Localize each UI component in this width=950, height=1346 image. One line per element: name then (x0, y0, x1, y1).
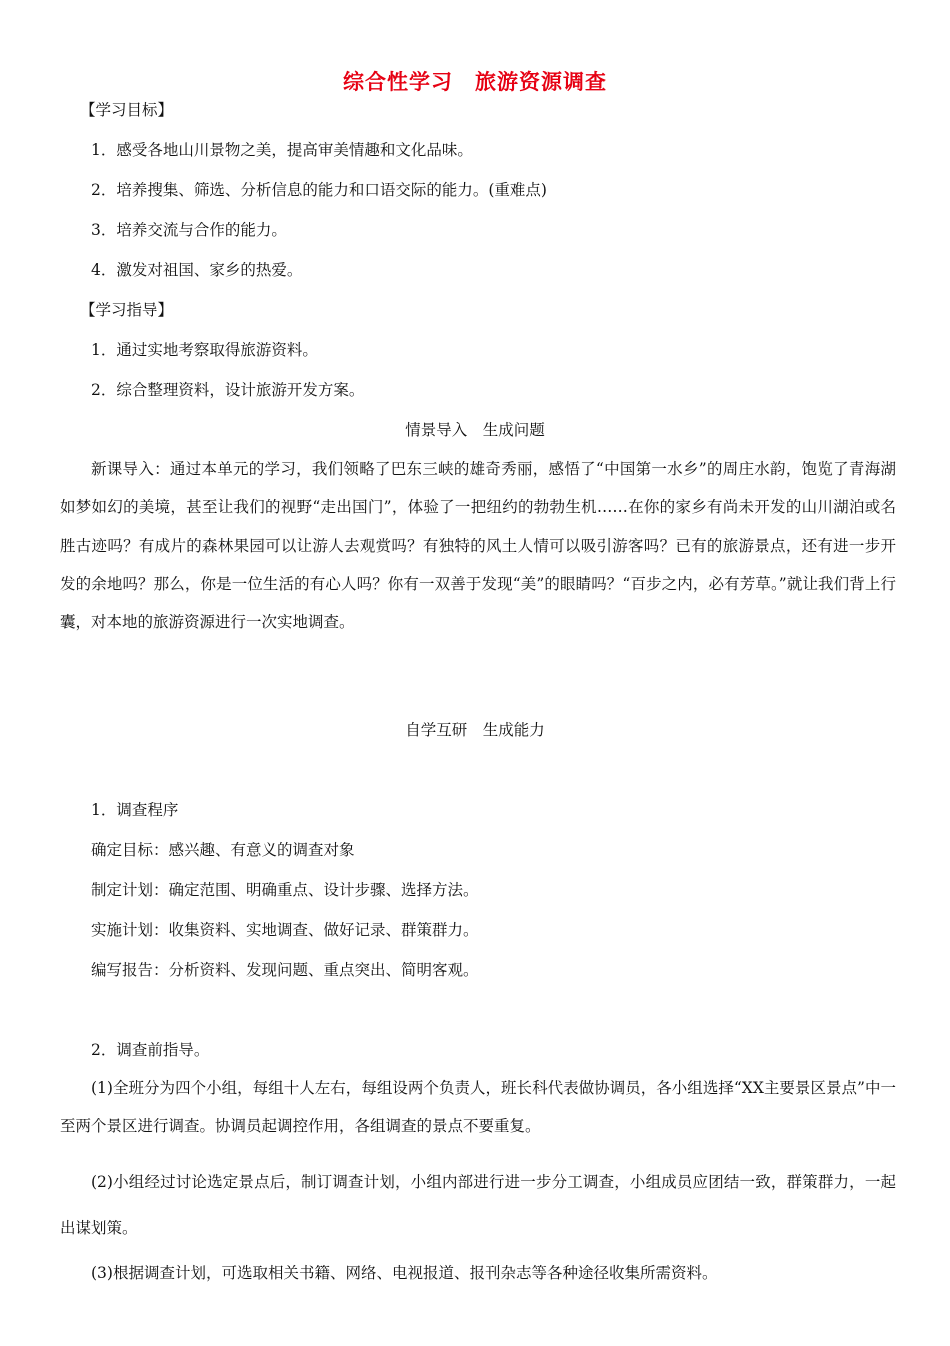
section-heading-intro: 情景导入 生成问题 (405, 421, 545, 439)
pre-guide-item: (2)小组经过讨论选定景点后，制订调查计划，小组内部进行进一步分工调查，小组成员应团结一致，群策群力，一起出谋划策。 (60, 1173, 896, 1237)
goal-item: 4．激发对祖国、家乡的热爱。 (91, 261, 303, 279)
guide-heading: 【学习指导】 (80, 301, 174, 319)
goal-item: 2．培养搜集、筛选、分析信息的能力和口语交际的能力。(重难点) (91, 181, 547, 199)
pre-guide-item: (1)全班分为四个小组，每组十人左右，每组设两个负责人，班长科代表做协调员，各小组选择“XX主要景区景点”中一至两个景区进行调查。协调员起调控作用，各组调查的景点不要重复。 (60, 1079, 896, 1136)
pre-guide-item: (3)根据调查计划，可选取相关书籍、网络、电视报道、报刊杂志等各种途径收集所需资料。 (91, 1264, 718, 1282)
page-title: 综合性学习 旅游资源调查 (343, 70, 607, 94)
guide-item: 2．综合整理资料，设计旅游开发方案。 (91, 381, 365, 399)
guide-item: 1．通过实地考察取得旅游资料。 (91, 341, 318, 359)
section-heading-self-study: 自学互研 生成能力 (405, 721, 545, 739)
intro-paragraph: 新课导入：通过本单元的学习，我们领略了巴东三峡的雄奇秀丽，感悟了“中国第一水乡”的周庄水韵，饱览了青海湖如梦如幻的美境，甚至让我们的视野“走出国门”，体验了一把纽约的勃勃生机……在你的家乡有尚未开发的山川湖泊或名胜古迹吗？有成片的森林果园可以让游人去观赏吗？有独特的风土人情可以吸引游客吗？已有的旅游景点，还有进一步开发的余地吗？那么，你是一位生活的有心人吗？你有一双善于发现“美”的眼睛吗？“百步之内，必有芳草。”就让我们背上行囊，对本地的旅游资源进行一次实地调查。 (60, 460, 896, 632)
goals-heading: 【学习目标】 (80, 101, 174, 119)
goal-item: 1．感受各地山川景物之美，提高审美情趣和文化品味。 (91, 141, 473, 159)
procedure-item: 实施计划：收集资料、实地调查、做好记录、群策群力。 (91, 921, 479, 939)
pre-guide-heading: 2．调查前指导。 (91, 1041, 210, 1059)
procedure-heading: 1．调查程序 (91, 801, 179, 819)
procedure-item: 确定目标：感兴趣、有意义的调查对象 (91, 841, 355, 859)
procedure-item: 制定计划：确定范围、明确重点、设计步骤、选择方法。 (91, 881, 479, 899)
procedure-item: 编写报告：分析资料、发现问题、重点突出、简明客观。 (91, 961, 479, 979)
goal-item: 3．培养交流与合作的能力。 (91, 221, 287, 239)
